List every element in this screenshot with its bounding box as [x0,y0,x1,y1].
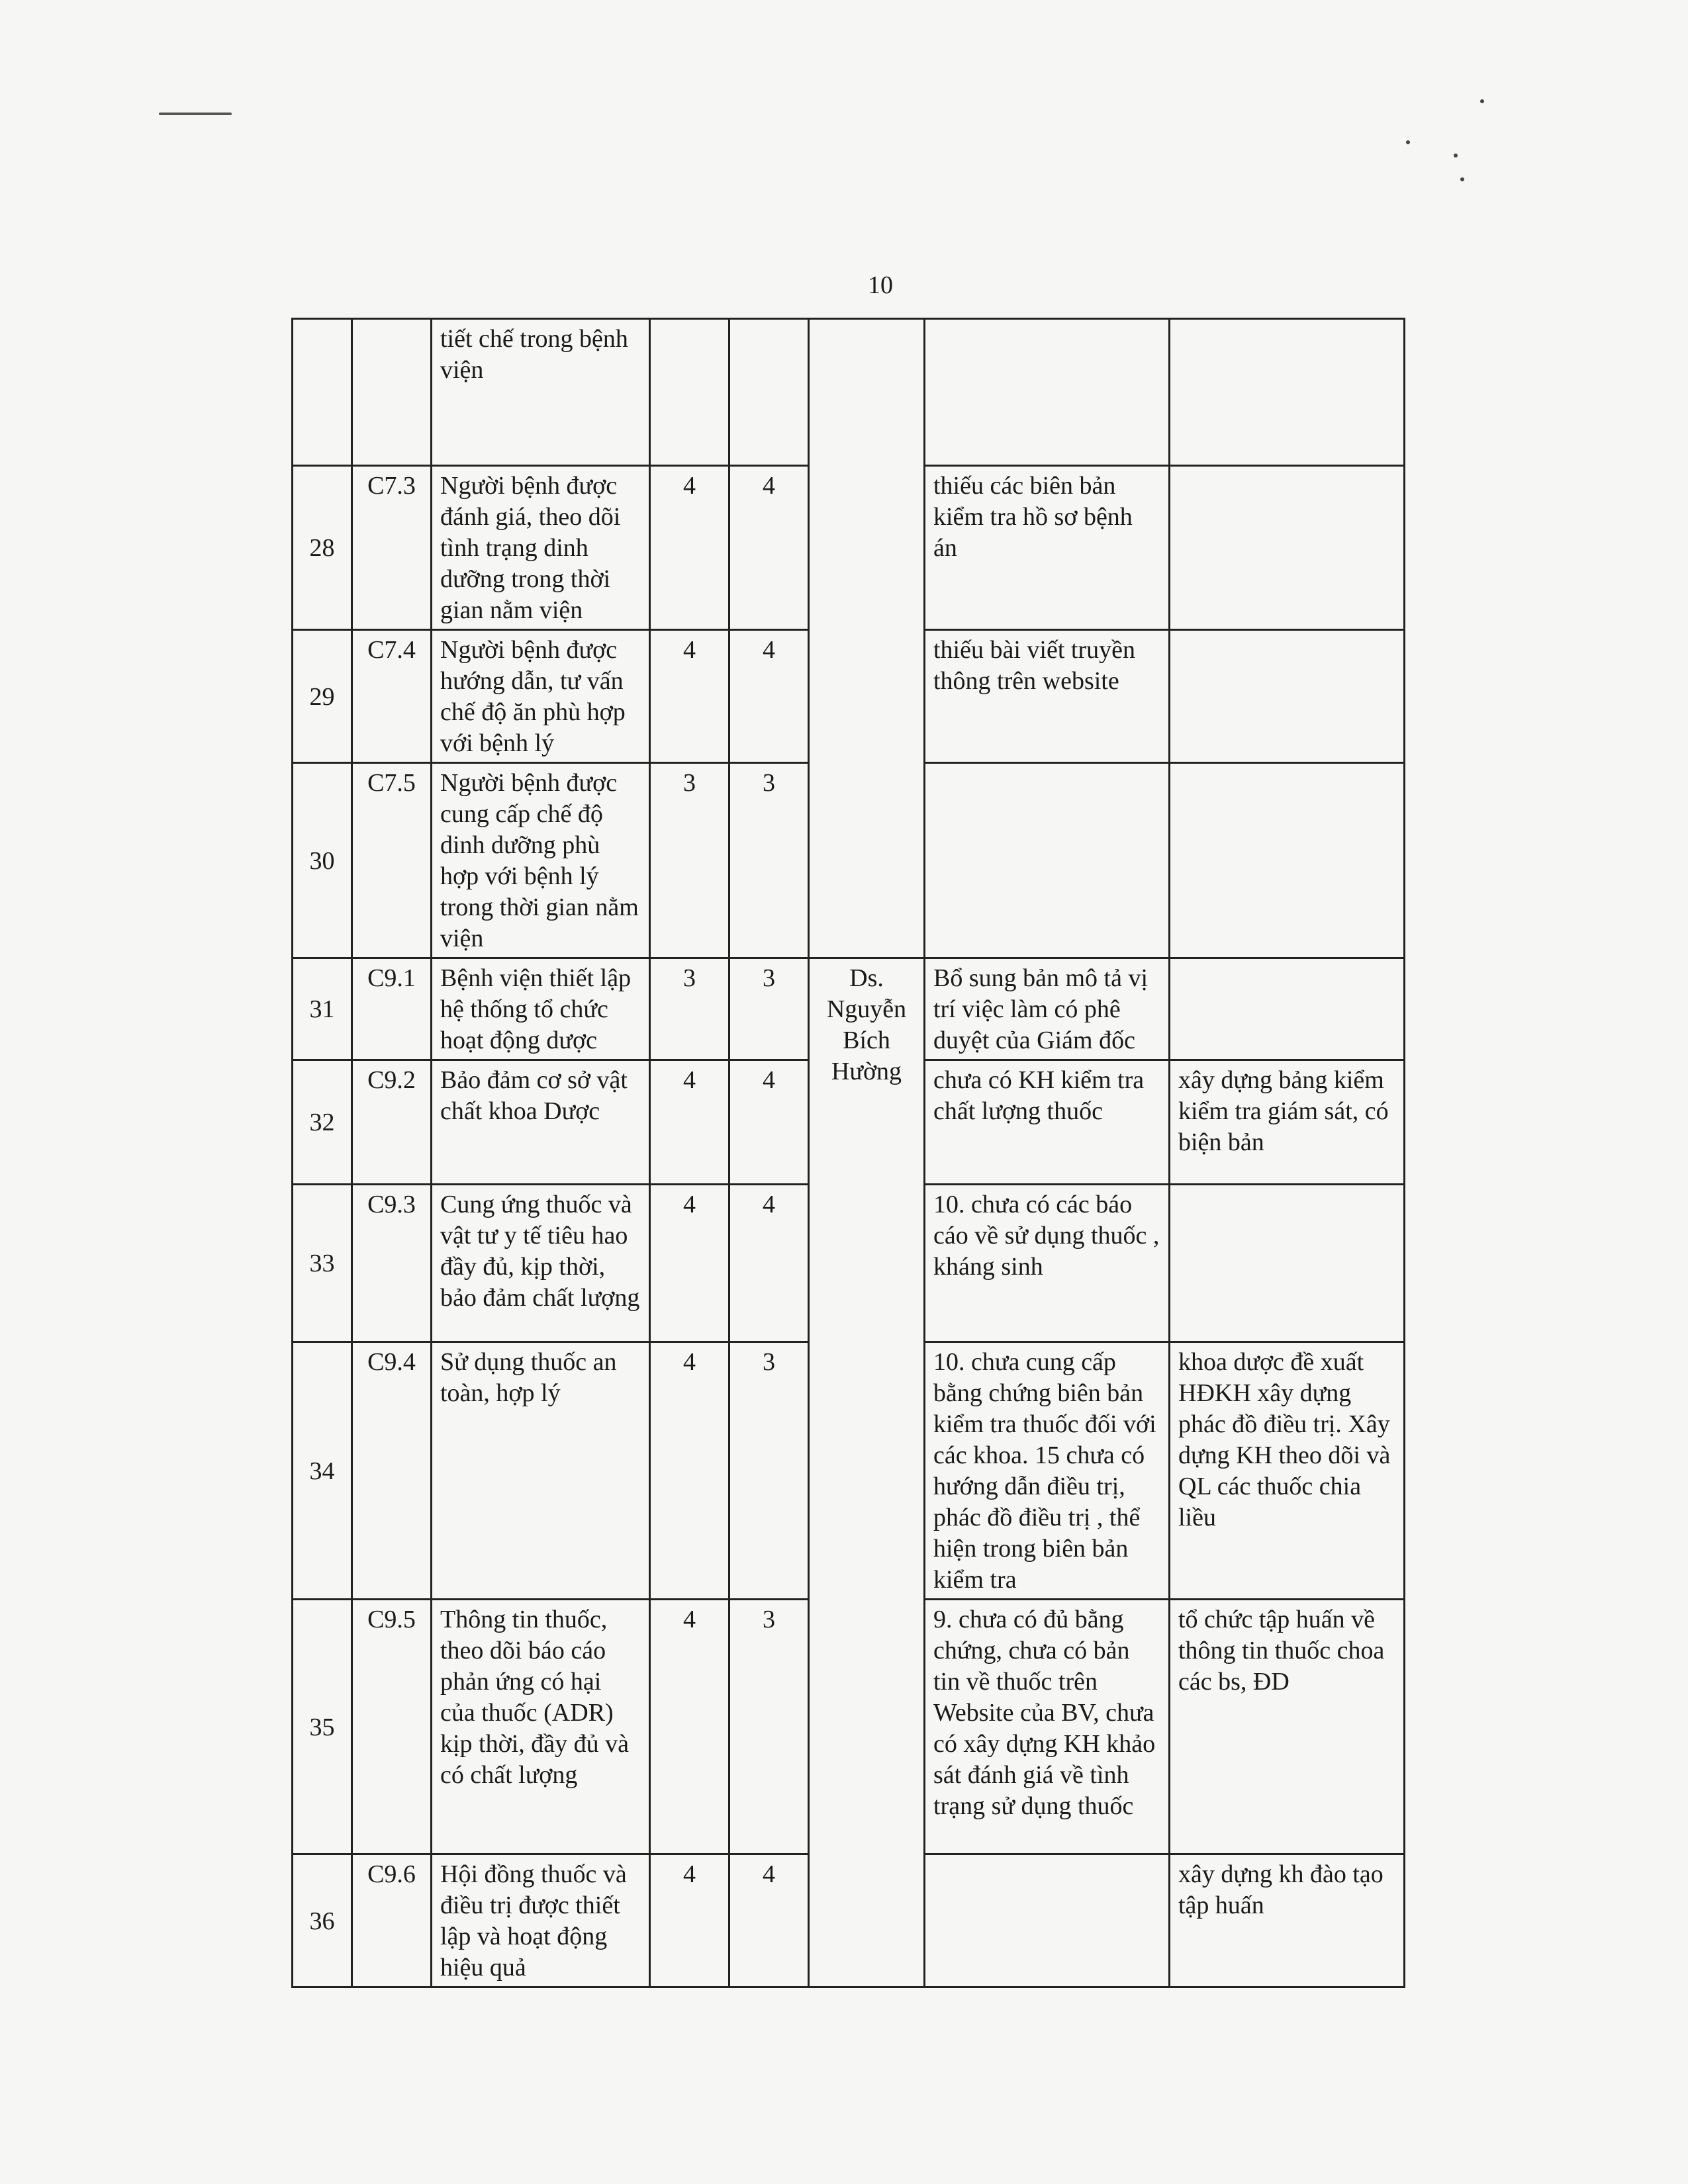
person-cell-empty [809,319,925,958]
criterion-code: C7.5 [352,763,432,958]
proposal-note: xây dựng kh đào tạo tập huấn [1170,1854,1405,1987]
scan-mark [159,113,232,115]
criterion-content: Bệnh viện thiết lập hệ thống tổ chức hoạt động dược [432,958,650,1060]
evaluated-score: 4 [729,630,809,763]
criterion-content: Người bệnh được cung cấp chế độ dinh dưỡng phù hợp với bệnh lý trong thời gian nằm viện [432,763,650,958]
criterion-code: C7.3 [352,466,432,630]
deficiency-note: 9. chưa có đủ bằng chứng, chưa có bản tin về thuốc trên Website của BV, chưa có xây dựng KH khảo sát đánh giá về tình trạng sử dụng thuốc [925,1600,1170,1854]
responsible-person [809,958,925,1987]
evaluated-score: 4 [729,1185,809,1342]
proposal-note [1170,630,1405,763]
deficiency-note [925,1854,1170,1987]
evaluation-table [291,318,1405,1988]
deficiency-note: thiếu các biên bản kiểm tra hồ sơ bệnh án [925,466,1170,630]
deficiency-note: 10. chưa cung cấp bằng chứng biên bản kiểm tra thuốc đối với các khoa. 15 chưa có hướng dẫn điều trị, phác đồ điều trị , thể hiện trong biên bản kiểm tra [925,1342,1170,1600]
deficiency-note: Bổ sung bản mô tả vị trí việc làm có phê duyệt của Giám đốc [925,958,1170,1060]
table-row [293,319,1405,466]
criterion-content: Người bệnh được đánh giá, theo dõi tình trạng dinh dưỡng trong thời gian nằm viện [432,466,650,630]
proposal-note: khoa dược đề xuất HĐKH xây dựng phác đồ điều trị. Xây dựng KH theo dõi và QL các thuốc chia liều [1170,1342,1405,1600]
person-title: Ds. [849,964,884,992]
self-score: 4 [650,1060,729,1185]
evaluated-score: 4 [729,1854,809,1987]
person-name-part: Nguyễn [826,995,907,1023]
self-score: 4 [650,1854,729,1987]
deficiency-note [925,763,1170,958]
evaluated-score: 4 [729,466,809,630]
proposal-note [1170,1185,1405,1342]
criterion-code: C9.5 [352,1600,432,1854]
evaluated-score: 4 [729,1060,809,1185]
criterion-content: Người bệnh được hướng dẫn, tư vấn chế độ ăn phù hợp với bệnh lý [432,630,650,763]
row-number: 31 [293,958,352,1060]
page-number: 10 [868,271,893,299]
criterion-content: Thông tin thuốc, theo dõi báo cáo phản ứng có hại của thuốc (ADR) kịp thời, đầy đủ và có chất lượng [432,1600,650,1854]
table-row [293,958,1405,1060]
criterion-code [352,319,432,466]
criterion-content: Hội đồng thuốc và điều trị được thiết lập và hoạt động hiệu quả [432,1854,650,1987]
deficiency-note: 10. chưa có các báo cáo về sử dụng thuốc , kháng sinh [925,1185,1170,1342]
self-score: 3 [650,958,729,1060]
scan-dot [1406,140,1410,144]
proposal-note [1170,958,1405,1060]
criterion-code: C9.1 [352,958,432,1060]
proposal-note: xây dựng bảng kiểm kiểm tra giám sát, có biện bản [1170,1060,1405,1185]
criterion-code: C9.4 [352,1342,432,1600]
evaluated-score: 3 [729,763,809,958]
self-score: 4 [650,1185,729,1342]
deficiency-note: thiếu bài viết truyền thông trên website [925,630,1170,763]
criterion-code: C9.3 [352,1185,432,1342]
row-number: 33 [293,1185,352,1342]
row-number: 30 [293,763,352,958]
row-number [293,319,352,466]
criterion-code: C9.2 [352,1060,432,1185]
row-number: 34 [293,1342,352,1600]
proposal-note: tổ chức tập huấn về thông tin thuốc choa các bs, ĐD [1170,1600,1405,1854]
self-score: 4 [650,1600,729,1854]
criterion-content: Bảo đảm cơ sở vật chất khoa Dược [432,1060,650,1185]
deficiency-note [925,319,1170,466]
row-number: 28 [293,466,352,630]
scan-dot [1480,99,1484,103]
self-score: 4 [650,1342,729,1600]
scan-dot [1454,154,1458,158]
self-score: 4 [650,466,729,630]
criterion-code: C9.6 [352,1854,432,1987]
criterion-content: tiết chế trong bệnh viện [432,319,650,466]
row-number: 29 [293,630,352,763]
evaluated-score: 3 [729,1600,809,1854]
scan-dot [1460,177,1464,181]
deficiency-note: chưa có KH kiểm tra chất lượng thuốc [925,1060,1170,1185]
person-name-part: Hường [831,1058,902,1085]
evaluated-score [729,319,809,466]
row-number: 32 [293,1060,352,1185]
criterion-code: C7.4 [352,630,432,763]
proposal-note [1170,319,1405,466]
self-score: 4 [650,630,729,763]
self-score: 3 [650,763,729,958]
criterion-content: Sử dụng thuốc an toàn, hợp lý [432,1342,650,1600]
self-score [650,319,729,466]
row-number: 35 [293,1600,352,1854]
evaluated-score: 3 [729,958,809,1060]
criterion-content: Cung ứng thuốc và vật tư y tế tiêu hao đầy đủ, kịp thời, bảo đảm chất lượng [432,1185,650,1342]
proposal-note [1170,466,1405,630]
evaluated-score: 3 [729,1342,809,1600]
row-number: 36 [293,1854,352,1987]
person-name-part: Bích [843,1026,890,1054]
proposal-note [1170,763,1405,958]
